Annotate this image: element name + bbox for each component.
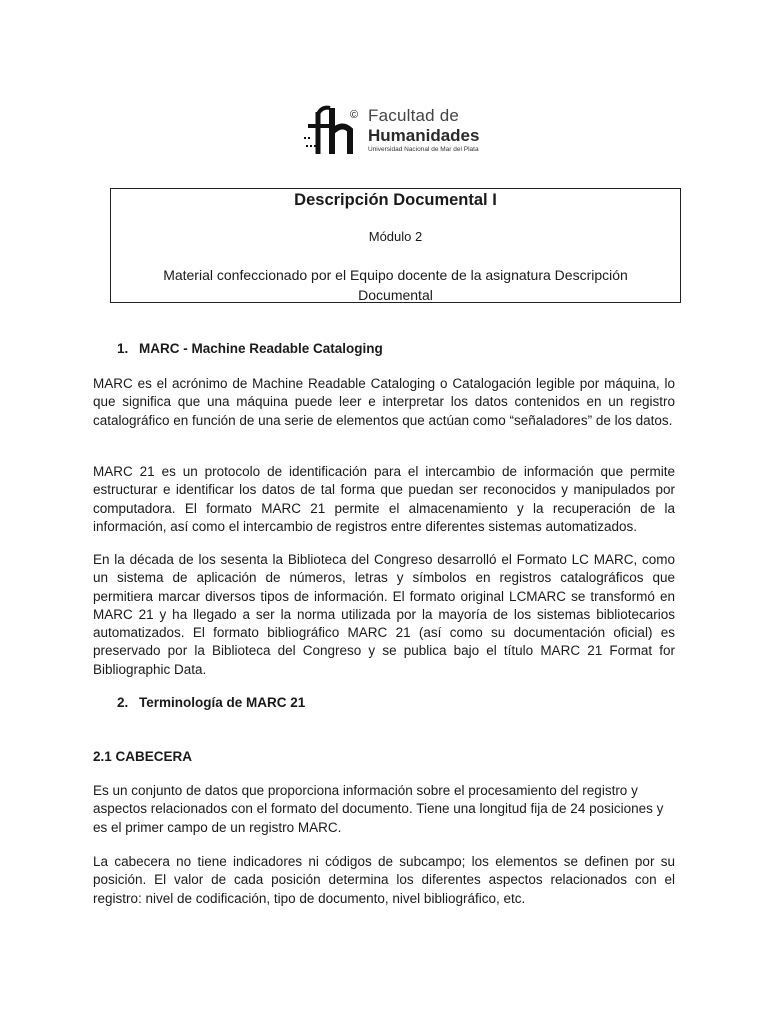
document-title: Descripción Documental I — [294, 191, 497, 209]
logo-faculty-line: Facultad de — [368, 106, 460, 125]
section-2-heading — [117, 695, 305, 710]
section-1-heading — [117, 341, 383, 356]
section-2-1-paragraph-1: Es un conjunto de datos que proporciona información sobre el procesamiento del registro y aspectos relacionados con el formato del documento. Tiene una longitud fija de 24 posiciones y es el primer campo de un registro MARC. — [93, 783, 664, 835]
module-label: Módulo 2 — [368, 229, 423, 244]
section-1-paragraph-3: En la década de los sesenta la Biblioteca del Congreso desarrolló el Formato LC MARC, como un sistema de aplicación de números, letras y símbolos en registros catalográficos que permitiera marcar diversos tipos de información. El formato original LCMARC se transformó en MARC 21 y ha llegado a ser la norma utilizada por la mayoría de los sistemas bibliotecarios automatizados. El formato bibliográfico MARC 21 (así como su documentación oficial) es preservado por la Biblioteca del Congreso y se publica bajo el título MARC 21 Format for Bibliographic Data. — [93, 552, 675, 677]
section-2-1-paragraph-2: La cabecera no tiene indicadores ni códigos de subcampo; los elementos se definen por su posición. El valor de cada posición determina los diferentes aspectos relacionados con el registro: nivel de codificación, tipo de documento, nivel bibliográfico, etc. — [93, 854, 675, 906]
section-2-number: 2. — [117, 695, 129, 710]
fh-monogram-icon — [304, 104, 364, 156]
section-1-title: MARC - Machine Readable Cataloging — [139, 341, 383, 356]
section-1-paragraph-1: MARC es el acrónimo de Machine Readable Cataloging o Catalogación legible por máquina, lo que significa que una máquina puede leer e interpretar los datos contenidos en un registro catalográfico en función de una serie de elementos que actúan como “señaladores” de los datos. — [93, 376, 675, 428]
logo-university-line: Universidad Nacional de Mar del Plata — [368, 146, 479, 153]
section-1-paragraph-2: MARC 21 es un protocolo de identificación para el intercambio de información que permite estructurar e identificar los datos de tal forma que puedan ser reconocidos y manipulados por computadora. El formato MARC 21 permite el almacenamiento y la recuperación de la información, así como el intercambio de registros entre diferentes sistemas automatizados. — [93, 464, 675, 534]
faculty-logo — [304, 104, 514, 156]
section-2-1-heading: 2.1 CABECERA — [93, 749, 193, 764]
copyright-mark: © — [350, 109, 359, 121]
logo-humanidades-line: Humanidades — [368, 126, 480, 145]
title-box — [110, 188, 681, 303]
material-credit: Material confeccionado por el Equipo docente de la asignatura Descripción Documental — [163, 267, 628, 303]
section-1-number: 1. — [117, 341, 129, 356]
section-2-title: Terminología de MARC 21 — [139, 695, 306, 710]
